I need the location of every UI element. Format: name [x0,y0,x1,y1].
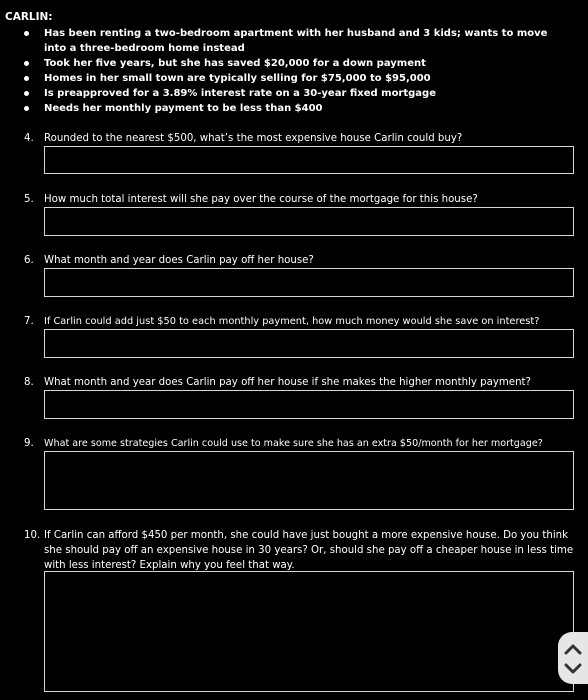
list-item: Took her five years, but she has saved $20,000 for a down payment [0,56,588,71]
question-text: If Carlin could add just $50 to each monthly payment, how much money would she save on interest? [44,316,540,327]
bullet-icon [24,106,29,111]
bullet-icon [24,91,29,96]
chevron-down-icon[interactable] [564,662,582,676]
section-title: CARLIN: [5,11,53,23]
answer-box-9[interactable] [44,451,574,510]
question-text: How much total interest will she pay over the course of the mortgage for this house? [44,194,478,205]
answer-box-4[interactable] [44,146,574,174]
answer-box-5[interactable] [44,207,574,236]
question-text: What are some strategies Carlin could use to make sure she has an extra $50/month for her mortgage? [44,438,543,449]
question-number: 9. [24,438,34,449]
question-number: 6. [24,255,34,266]
bullet-icon [24,31,29,36]
answer-box-10[interactable] [44,571,574,692]
question-text: Rounded to the nearest $500, what’s the most expensive house Carlin could buy? [44,133,463,144]
question-text: What month and year does Carlin pay off her house if she makes the higher monthly payment? [44,377,531,388]
facts-list [0,26,588,116]
list-item: Homes in her small town are typically selling for $75,000 to $95,000 [0,71,588,86]
question-number: 7. [24,316,34,327]
list-item: Needs her monthly payment to be less than $400 [0,101,588,116]
question-number: 5. [24,194,34,205]
bullet-icon [24,61,29,66]
question-number: 10. [24,530,41,541]
answer-box-8[interactable] [44,390,574,419]
chevron-up-icon[interactable] [564,642,582,656]
question-number: 8. [24,377,34,388]
page-navigation[interactable] [558,632,588,684]
question-number: 4. [24,133,34,144]
answer-box-6[interactable] [44,268,574,297]
question-text: If Carlin can afford $450 per month, she could have just bought a more expensive house. Do you think she should pay off an expensive house in 30 years? Or, should she pay off a cheaper house in less time with less interest? Explain why you feel that way. [44,530,574,571]
question-text: What month and year does Carlin pay off her house? [44,255,314,266]
answer-box-7[interactable] [44,329,574,358]
bullet-icon [24,76,29,81]
list-item: Has been renting a two-bedroom apartment with her husband and 3 kids; wants to move into a three-bedroom home instead [0,26,588,56]
list-item: Is preapproved for a 3.89% interest rate on a 30-year fixed mortgage [0,86,588,101]
